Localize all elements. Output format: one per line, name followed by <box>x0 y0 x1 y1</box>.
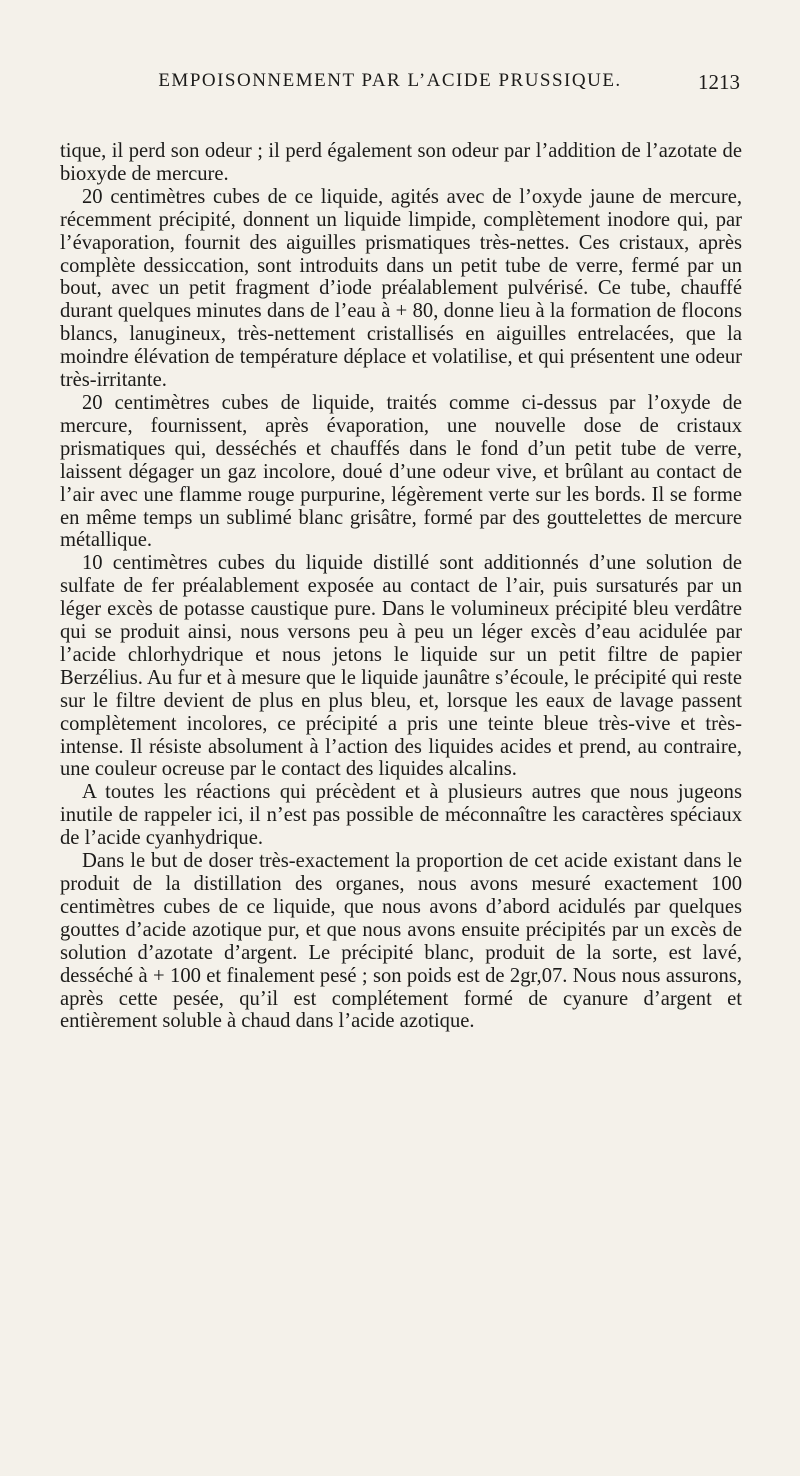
body-text <box>60 140 742 1033</box>
paragraph-2: 20 centimètres cubes de ce liquide, agités avec de l’oxyde jaune de mercure, récemment précipité, donnent un liquide limpide, complètement inodore qui, par l’évaporation, fournit des aiguilles prismatiques très-nettes. Ces cristaux, après complète dessiccation, sont introduits dans un petit tube de verre, fermé par un bout, avec un petit fragment d’iode préalablement pulvérisé. Ce tube, chauffé durant quelques minutes dans de l’eau à + 80, donne lieu à la formation de flocons blancs, lanugineux, très-nettement cristallisés en aiguilles entrelacées, que la moindre élévation de température déplace et volatilise, et qui présentent une odeur très-irritante. <box>60 185 742 392</box>
page-number: 1213 <box>698 70 740 94</box>
page-header <box>60 70 740 102</box>
paragraph-6: Dans le but de doser très-exactement la proportion de cet acide existant dans le produit de la distillation des organes, nous avons mesuré exactement 100 centimètres cubes de ce liquide, que nous avons d’abord acidulés par quelques gouttes d’acide azotique pur, et que nous avons ensuite précipités par un excès de solution d’azotate d’argent. Le précipité blanc, produit de la sorte, est lavé, desséché à + 100 et finalement pesé ; son poids est de 2gr,07. Nous nous assurons, après cette pesée, qu’il est complétement formé de cyanure d’argent et entièrement soluble à chaud dans l’acide azotique. <box>60 850 742 1033</box>
paragraph-5: A toutes les réactions qui précèdent et à plusieurs autres que nous jugeons inutile de rappeler ici, il n’est pas possible de méconnaître les caractères spéciaux de l’acide cyanhydrique. <box>60 781 742 850</box>
paragraph-1: tique, il perd son odeur ; il perd également son odeur par l’addition de l’azotate de bioxyde de mercure. <box>60 140 742 185</box>
paragraph-4: 10 centimètres cubes du liquide distillé sont additionnés d’une solution de sulfate de fer préalablement exposée au contact de l’air, puis sursaturés par un léger excès de potasse caustique pure. Dans le volumineux précipité bleu verdâtre qui se produit ainsi, nous versons peu à peu un léger excès d’eau acidulée par l’acide chlorhydrique et nous jetons le liquide sur un petit filtre de papier Berzélius. Au fur et à mesure que le liquide jaunâtre s’écoule, le précipité qui reste sur le filtre devient de plus en plus bleu, et, lorsque les eaux de lavage passent complètement incolores, ce précipité a pris une teinte bleue très-vive et très-intense. Il résiste absolument à l’action des liquides acides et prend, au contraire, une couleur ocreuse par le contact des liquides alcalins. <box>60 552 742 781</box>
running-title: EMPOISONNEMENT PAR L’ACIDE PRUSSIQUE. <box>158 70 622 91</box>
paragraph-3: 20 centimètres cubes de liquide, traités comme ci-dessus par l’oxyde de mercure, fournissent, après évaporation, une nouvelle dose de cristaux prismatiques qui, desséchés et chauffés dans le fond d’un petit tube de verre, laissent dégager un gaz incolore, doué d’une odeur vive, et brûlant au contact de l’air avec une flamme rouge purpurine, légèrement verte sur les bords. Il se forme en même temps un sublimé blanc grisâtre, formé par des gouttelettes de mercure métallique. <box>60 391 742 552</box>
